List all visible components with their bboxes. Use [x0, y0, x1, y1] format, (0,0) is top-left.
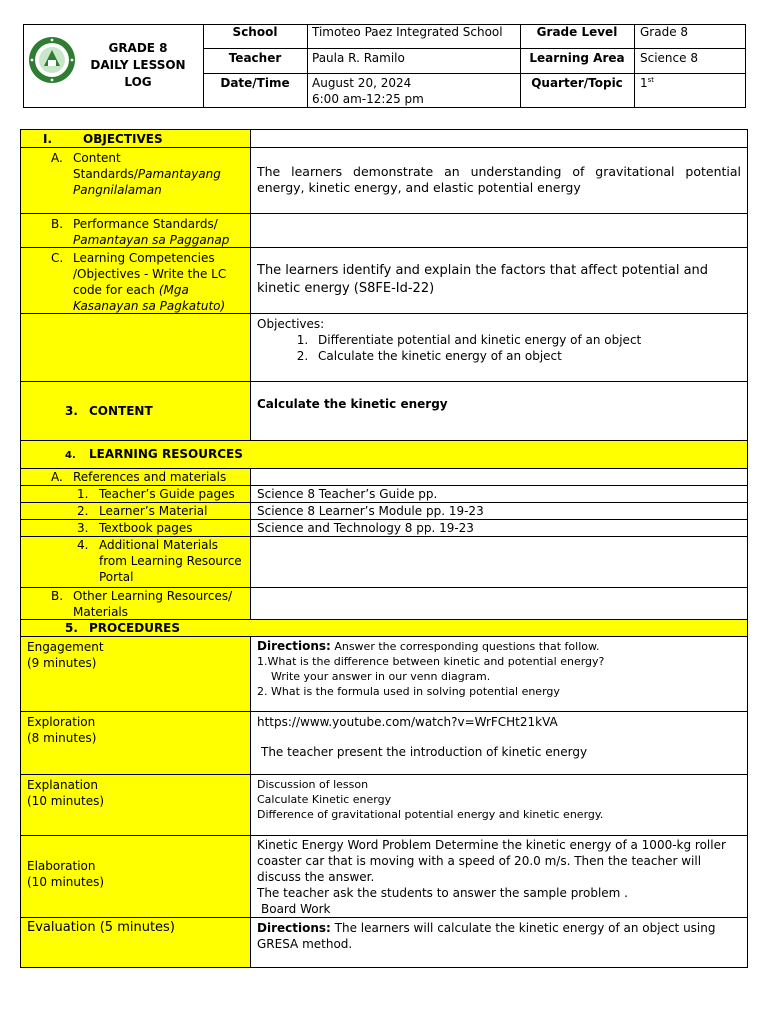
- exploration-label: Exploration (8 minutes): [21, 712, 251, 775]
- evaluation-text: Directions: The learners will calculate the kinetic energy of an object using GRESA method.: [251, 918, 748, 968]
- elaboration-label: Elaboration (10 minutes): [21, 836, 251, 918]
- objective-item: 2. Calculate the kinetic energy of an object: [312, 348, 741, 364]
- explanation-text: Discussion of lesson Calculate Kinetic energy Difference of gravitational potential energy and kinetic energy.: [251, 775, 748, 836]
- title-line-2: DAILY LESSON LOG: [90, 58, 186, 89]
- evaluation-label: Evaluation (5 minutes): [21, 918, 251, 968]
- performance-standards-text: [251, 214, 748, 248]
- resource-row-value: [251, 537, 748, 588]
- teacher-label: Teacher: [228, 51, 282, 65]
- learning-resources-heading: 4. LEARNING RESOURCES: [21, 441, 748, 469]
- school-seal-icon: [28, 36, 76, 84]
- objectives-list-heading: Objectives:: [257, 317, 325, 331]
- content-standards-text: The learners demonstrate an understanding of gravitational potential energy, kinetic energy, and elastic potential energy: [251, 148, 748, 214]
- content-heading: 3. CONTENT: [21, 382, 251, 441]
- other-resources-label: B. Other Learning Resources/ Materials: [21, 588, 251, 620]
- title-line-1: GRADE 8: [108, 41, 168, 55]
- resource-row-value: Science 8 Learner’s Module pp. 19-23: [251, 503, 748, 520]
- learning-area-value: Science 8: [640, 51, 698, 65]
- quarter-label: Quarter/Topic: [531, 76, 623, 90]
- explanation-label: Explanation (10 minutes): [21, 775, 251, 836]
- resource-row-label: 2. Learner’s Material: [21, 503, 251, 520]
- content-standards-label: A. Content Standards/Pamantayang Pangnilalaman: [21, 148, 251, 214]
- resource-row-label: 1. Teacher’s Guide pages: [21, 486, 251, 503]
- lesson-table: [20, 129, 748, 968]
- video-link[interactable]: https://www.youtube.com/watch?v=WrFCHt21kVA: [257, 715, 558, 729]
- performance-standards-label: B. Performance Standards/ Pamantayan sa Pagganap: [21, 214, 251, 248]
- engagement-text: Directions: Answer the corresponding questions that follow. 1.What is the difference between kinetic and potential energy? Write your answer in our venn diagram. 2. What is the formula used in solving potential energy: [251, 637, 748, 712]
- resource-row-label: 3. Textbook pages: [21, 520, 251, 537]
- references-label: A. References and materials: [21, 469, 251, 486]
- grade-level-label: Grade Level: [536, 25, 618, 39]
- content-text: Calculate the kinetic energy: [251, 382, 748, 441]
- learning-area-label: Learning Area: [529, 51, 625, 65]
- resource-row-value: Science and Technology 8 pp. 19-23: [251, 520, 748, 537]
- resource-row-value: Science 8 Teacher’s Guide pp.: [251, 486, 748, 503]
- grade-level-value: Grade 8: [640, 25, 689, 39]
- elaboration-text: Kinetic Energy Word Problem Determine the kinetic energy of a 1000-kg roller coaster car that is moving with a speed of 20.0 m/s. Then the teacher will discuss the answer. The teacher ask the students to answer the sample problem . Board Work: [251, 836, 748, 918]
- quarter-value: 1st: [640, 76, 655, 90]
- engagement-label: Engagement (9 minutes): [21, 637, 251, 712]
- resource-row-label: 4. Additional Materials from Learning Resource Portal: [21, 537, 251, 588]
- school-value: Timoteo Paez Integrated School: [312, 25, 503, 39]
- objectives-heading: I. OBJECTIVES: [21, 130, 251, 148]
- objective-item: 1. Differentiate potential and kinetic energy of an object: [312, 332, 741, 348]
- lesson-log-title: [76, 40, 200, 91]
- time-value: 6:00 am-12:25 pm: [312, 92, 424, 106]
- date-time-label: Date/Time: [220, 76, 290, 90]
- procedures-heading: 5. PROCEDURES: [21, 620, 748, 637]
- exploration-text: https://www.youtube.com/watch?v=WrFCHt21kVA The teacher present the introduction of kinetic energy: [251, 712, 748, 775]
- objectives-list: [251, 314, 748, 382]
- school-label: School: [232, 25, 278, 39]
- learning-competencies-text: The learners identify and explain the factors that affect potential and kinetic energy (S8FE-Id-22): [251, 248, 748, 314]
- learning-competencies-label: C. Learning Competencies /Objectives - Write the LC code for each (Mga Kasanayan sa Pagkatuto): [21, 248, 251, 314]
- date-value: August 20, 2024: [312, 76, 412, 90]
- teacher-value: Paula R. Ramilo: [312, 51, 405, 65]
